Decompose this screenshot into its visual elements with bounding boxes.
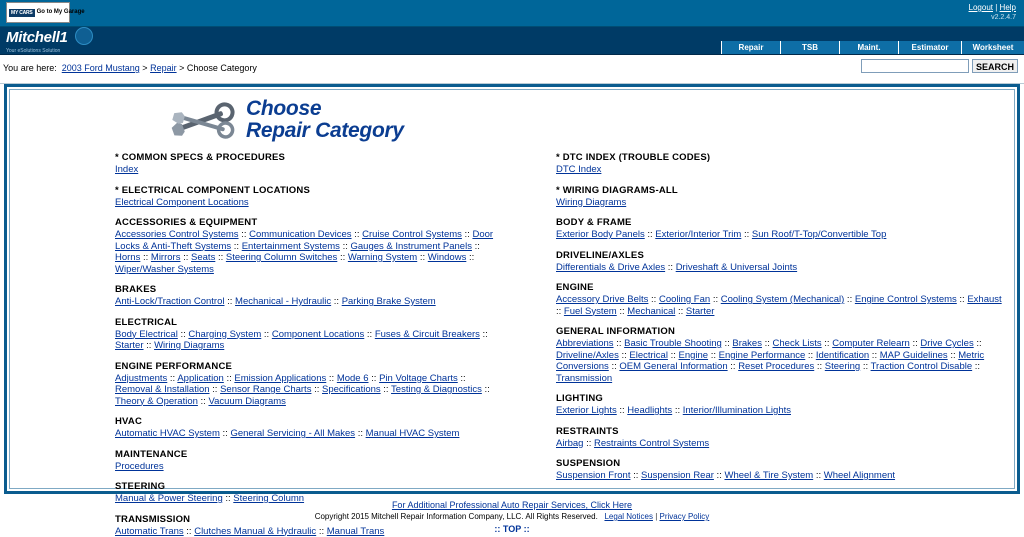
category-group-heading: STEERING <box>115 481 502 492</box>
category-link-list <box>115 329 502 352</box>
back-to-top-link[interactable]: :: TOP :: <box>4 524 1020 535</box>
link-separator: :: <box>710 294 721 305</box>
category-link[interactable]: Body Electrical <box>115 329 178 340</box>
legal-notices-link[interactable]: Legal Notices <box>604 512 652 521</box>
category-link[interactable]: Entertainment Systems <box>242 241 340 252</box>
link-separator: :: <box>583 438 594 449</box>
link-separator: :: <box>814 361 825 372</box>
category-group-heading: ELECTRICAL <box>115 317 502 328</box>
category-link[interactable]: Reset Procedures <box>738 361 814 372</box>
category-link[interactable]: Exterior/Interior Trim <box>655 229 741 240</box>
category-link[interactable]: Sensor Range Charts <box>220 384 311 395</box>
search-button[interactable]: SEARCH <box>972 59 1018 73</box>
page-title <box>170 98 404 142</box>
link-separator: :: <box>668 350 679 361</box>
category-link[interactable]: Adjustments <box>115 373 167 384</box>
link-separator: :: <box>326 373 337 384</box>
link-separator: :: <box>728 361 739 372</box>
category-link[interactable]: Wiring Diagrams <box>556 197 626 208</box>
category-link[interactable]: Exterior Lights <box>556 405 617 416</box>
link-separator: :: <box>220 428 231 439</box>
link-separator: :: <box>813 470 824 481</box>
category-link[interactable]: Mode 6 <box>337 373 369 384</box>
link-separator: :: <box>337 252 348 263</box>
category-group-heading: * WIRING DIAGRAMS-ALL <box>556 185 1004 196</box>
category-link[interactable]: OEM General Information <box>619 361 727 372</box>
link-separator: :: <box>184 526 195 537</box>
link-separator: :: <box>198 396 209 407</box>
category-link[interactable]: Electrical <box>629 350 668 361</box>
category-group-heading: BODY & FRAME <box>556 217 1004 228</box>
link-separator: :: <box>860 361 870 372</box>
category-link[interactable]: Wheel Alignment <box>824 470 895 481</box>
pro-services-link[interactable]: For Additional Professional Auto Repair Services, Click Here <box>392 500 632 510</box>
breadcrumb-repair[interactable]: Repair <box>150 63 177 73</box>
category-group <box>115 361 502 408</box>
page-title-line-2: Repair Category <box>246 120 404 142</box>
link-separator: :: <box>140 252 151 263</box>
link-separator: :: <box>355 428 366 439</box>
category-link[interactable]: Exhaust <box>967 294 1001 305</box>
category-group-heading: MAINTENANCE <box>115 449 502 460</box>
tab-repair[interactable] <box>721 41 780 54</box>
category-link[interactable]: Application <box>177 373 223 384</box>
category-link[interactable]: Brakes <box>732 338 762 349</box>
link-separator: | <box>995 3 997 12</box>
brand-logo[interactable] <box>6 29 93 54</box>
tab-tsb-label: TSB <box>802 43 818 52</box>
link-separator: :: <box>482 384 490 395</box>
link-separator: :: <box>369 373 380 384</box>
category-group <box>115 449 502 473</box>
category-link[interactable]: Driveshaft & Universal Joints <box>676 262 797 273</box>
tab-maint[interactable] <box>839 41 898 54</box>
category-link[interactable]: Automatic Trans <box>115 526 184 537</box>
link-separator: :: <box>630 470 641 481</box>
wrench-icon <box>170 98 240 142</box>
category-link[interactable]: Driveline/Axles <box>556 350 619 361</box>
link-separator: :: <box>210 384 221 395</box>
category-link[interactable]: Mechanical - Hydraulic <box>235 296 331 307</box>
link-separator: :: <box>462 229 473 240</box>
category-group-heading: ACCESSORIES & EQUIPMENT <box>115 217 502 228</box>
category-link[interactable]: MAP Guidelines <box>880 350 948 361</box>
tab-repair-label: Repair <box>739 43 764 52</box>
category-link-list <box>115 164 502 176</box>
category-link[interactable]: Engine Control Systems <box>855 294 957 305</box>
category-group <box>115 152 502 176</box>
category-link[interactable]: Specifications <box>322 384 381 395</box>
category-link[interactable]: Restraints Control Systems <box>594 438 709 449</box>
category-link[interactable]: Seats <box>191 252 215 263</box>
category-link[interactable]: Electrical Component Locations <box>115 197 249 208</box>
category-group <box>115 284 502 308</box>
category-link[interactable]: Fuses & Circuit Breakers <box>375 329 480 340</box>
category-group-heading: * COMMON SPECS & PROCEDURES <box>115 152 502 163</box>
link-separator: :: <box>239 229 250 240</box>
category-group <box>556 217 1004 241</box>
breadcrumb-sep-2: > <box>179 63 184 73</box>
link-separator: :: <box>215 252 226 263</box>
category-link-list <box>556 338 1004 384</box>
top-bar <box>0 0 1024 27</box>
category-link-list <box>115 197 502 209</box>
link-separator: :: <box>224 373 235 384</box>
link-separator: :: <box>645 229 656 240</box>
category-link[interactable]: Transmission <box>556 373 612 384</box>
category-link[interactable]: Starter <box>686 306 715 317</box>
category-group-heading: RESTRAINTS <box>556 426 1004 437</box>
category-group-heading: ENGINE <box>556 282 1004 293</box>
link-separator: :: <box>672 405 683 416</box>
category-link[interactable]: DTC Index <box>556 164 601 175</box>
category-link[interactable]: Exterior Body Panels <box>556 229 645 240</box>
link-separator: :: <box>714 470 725 481</box>
tab-tsb[interactable] <box>780 41 839 54</box>
link-separator: :: <box>458 373 466 384</box>
category-link[interactable]: Windows <box>428 252 467 263</box>
category-link-list <box>115 373 502 408</box>
content-panel <box>4 84 1020 494</box>
breadcrumb-bar <box>0 55 1024 84</box>
category-link[interactable]: Sun Roof/T-Top/Convertible Top <box>752 229 886 240</box>
category-link[interactable]: Vacuum Diagrams <box>208 396 285 407</box>
category-link[interactable]: Manual & Power Steering <box>115 493 223 504</box>
category-link[interactable]: Index <box>115 164 138 175</box>
category-link-list <box>115 296 502 308</box>
link-separator: :: <box>617 405 628 416</box>
link-separator: :: <box>340 241 351 252</box>
category-link[interactable]: Engine Performance <box>719 350 806 361</box>
category-link-list <box>556 438 1004 450</box>
category-link[interactable]: Wiper/Washer Systems <box>115 264 214 275</box>
link-separator: :: <box>822 338 833 349</box>
category-group <box>556 282 1004 317</box>
link-separator: :: <box>352 229 363 240</box>
category-group <box>556 326 1004 384</box>
breadcrumb <box>3 63 257 73</box>
category-group <box>115 217 502 275</box>
category-link[interactable]: Drive Cycles <box>920 338 973 349</box>
category-link-list <box>115 493 502 505</box>
link-separator: :: <box>844 294 855 305</box>
page-title-line-1: Choose <box>246 98 404 120</box>
link-separator: :: <box>224 296 235 307</box>
link-separator: :: <box>472 241 480 252</box>
category-link[interactable]: Airbag <box>556 438 583 449</box>
footer-sep: | <box>655 512 657 521</box>
category-link[interactable]: General Servicing - All Makes <box>230 428 355 439</box>
brand-badge-icon <box>75 27 93 45</box>
category-link-list <box>556 262 1004 274</box>
link-separator: :: <box>614 338 625 349</box>
category-column-left <box>10 152 512 488</box>
category-group-heading: BRAKES <box>115 284 502 295</box>
category-link[interactable]: Starter <box>115 340 144 351</box>
category-link[interactable]: Emission Applications <box>234 373 326 384</box>
link-separator: :: <box>178 329 189 340</box>
link-separator: :: <box>869 350 880 361</box>
link-separator: :: <box>665 262 676 273</box>
breadcrumb-current: Choose Category <box>187 63 257 73</box>
link-separator: :: <box>316 526 327 537</box>
link-separator: :: <box>223 493 234 504</box>
brand-band <box>0 27 1024 55</box>
category-group-heading: SUSPENSION <box>556 458 1004 469</box>
my-garage-button[interactable] <box>6 2 70 23</box>
category-link[interactable]: Interior/Illumination Lights <box>683 405 791 416</box>
category-link[interactable]: Cooling System (Mechanical) <box>721 294 845 305</box>
category-link-list <box>115 229 502 275</box>
category-link[interactable]: Identification <box>816 350 869 361</box>
category-link[interactable]: Headlights <box>627 405 672 416</box>
category-link-list <box>556 470 1004 482</box>
category-link[interactable]: Accessory Drive Belts <box>556 294 648 305</box>
category-link[interactable]: Steering <box>825 361 860 372</box>
category-link-list <box>556 294 1004 317</box>
category-link[interactable]: Computer Relearn <box>832 338 910 349</box>
category-link[interactable]: Theory & Operation <box>115 396 198 407</box>
category-link[interactable]: Wheel & Tire System <box>724 470 813 481</box>
help-link[interactable]: Help <box>1000 3 1016 12</box>
version-label: v2.2.4.7 <box>969 13 1016 23</box>
content-panel-inner <box>9 89 1015 489</box>
category-link[interactable]: Wiring Diagrams <box>154 340 224 351</box>
category-link[interactable]: Cooling Fan <box>659 294 710 305</box>
link-separator: :: <box>231 241 242 252</box>
my-cars-logo: MY CARS <box>9 9 35 17</box>
category-link-list <box>556 164 1004 176</box>
category-link[interactable]: Differentials & Drive Axles <box>556 262 665 273</box>
link-separator: :: <box>311 384 322 395</box>
link-separator: :: <box>910 338 921 349</box>
category-column-right <box>512 152 1014 488</box>
category-link[interactable]: Manual Trans <box>327 526 385 537</box>
tab-maint-label: Maint. <box>857 43 880 52</box>
category-group <box>115 185 502 209</box>
category-link[interactable]: Abbreviations <box>556 338 614 349</box>
category-link[interactable]: Component Locations <box>272 329 364 340</box>
category-link[interactable]: Parking Brake System <box>342 296 436 307</box>
link-separator: :: <box>741 229 752 240</box>
link-separator: :: <box>261 329 272 340</box>
tab-worksheet-label: Worksheet <box>973 43 1014 52</box>
link-separator: :: <box>617 306 628 317</box>
search-box <box>861 59 1018 73</box>
category-link[interactable]: Procedures <box>115 461 164 472</box>
logout-link[interactable]: Logout <box>969 3 993 12</box>
link-separator: :: <box>144 340 155 351</box>
category-link[interactable]: Testing & Diagnostics <box>391 384 482 395</box>
category-link[interactable]: Suspension Rear <box>641 470 714 481</box>
category-link[interactable]: Removal & Installation <box>115 384 210 395</box>
category-link[interactable]: Door Locks & Anti-Theft Systems <box>115 229 493 252</box>
category-link[interactable]: Clutches Manual & Hydraulic <box>194 526 316 537</box>
category-link[interactable]: Accessories Control Systems <box>115 229 239 240</box>
link-separator: :: <box>722 338 733 349</box>
category-columns <box>10 152 1014 488</box>
category-link[interactable]: Horns <box>115 252 140 263</box>
category-group-heading: GENERAL INFORMATION <box>556 326 1004 337</box>
link-separator: :: <box>948 350 959 361</box>
category-group <box>556 458 1004 482</box>
link-separator: :: <box>167 373 177 384</box>
category-link[interactable]: Suspension Front <box>556 470 630 481</box>
category-link[interactable]: Engine <box>679 350 709 361</box>
category-group <box>556 250 1004 274</box>
link-separator: :: <box>619 350 630 361</box>
copyright-text: Copyright 2015 Mitchell Repair Information Company, LLC. All Rights Reserved. <box>315 512 598 521</box>
link-separator: :: <box>417 252 428 263</box>
category-group-heading: * ELECTRICAL COMPONENT LOCATIONS <box>115 185 502 196</box>
privacy-policy-link[interactable]: Privacy Policy <box>660 512 710 521</box>
category-link[interactable]: Basic Trouble Shooting <box>624 338 722 349</box>
main-nav-tabs <box>721 41 1024 54</box>
link-separator: :: <box>466 252 474 263</box>
category-link[interactable]: Mechanical <box>627 306 675 317</box>
link-separator: :: <box>805 350 816 361</box>
category-link[interactable]: Metric Conversions <box>556 350 984 373</box>
link-separator: :: <box>974 338 982 349</box>
category-group-heading: DRIVELINE/AXLES <box>556 250 1004 261</box>
link-separator: :: <box>364 329 375 340</box>
category-link-list <box>556 229 1004 241</box>
top-right-links <box>969 3 1016 23</box>
link-separator: :: <box>972 361 980 372</box>
link-separator: :: <box>331 296 342 307</box>
category-group-heading: LIGHTING <box>556 393 1004 404</box>
breadcrumb-vehicle[interactable]: 2003 Ford Mustang <box>62 63 140 73</box>
category-group-heading: ENGINE PERFORMANCE <box>115 361 502 372</box>
category-link[interactable]: Fuel System <box>564 306 617 317</box>
page-body <box>0 84 1024 535</box>
category-link[interactable]: Warning System <box>348 252 417 263</box>
link-separator: :: <box>957 294 968 305</box>
link-separator: :: <box>609 361 620 372</box>
category-link-list <box>556 405 1004 417</box>
tab-estimator-label: Estimator <box>912 43 949 52</box>
category-link-list <box>115 526 502 537</box>
search-input[interactable] <box>861 59 969 73</box>
page-title-text <box>246 98 404 142</box>
category-link[interactable]: Cruise Control Systems <box>362 229 462 240</box>
category-link[interactable]: Gauges & Instrument Panels <box>351 241 472 252</box>
category-group <box>556 393 1004 417</box>
category-link[interactable]: Traction Control Disable <box>871 361 973 372</box>
category-group <box>556 185 1004 209</box>
category-group <box>556 152 1004 176</box>
link-separator: :: <box>556 306 564 317</box>
category-link[interactable]: Check Lists <box>773 338 822 349</box>
brand-tagline: Your eSolutions Solution <box>6 48 93 54</box>
link-separator: :: <box>675 306 686 317</box>
category-link[interactable]: Steering Column Switches <box>226 252 337 263</box>
breadcrumb-sep-1: > <box>142 63 147 73</box>
link-separator: :: <box>381 384 391 395</box>
category-link[interactable]: Manual HVAC System <box>366 428 460 439</box>
category-link-list <box>556 197 1004 209</box>
category-group-heading: TRANSMISSION <box>115 514 502 525</box>
category-link[interactable]: Automatic HVAC System <box>115 428 220 439</box>
category-link-list <box>115 461 502 473</box>
category-link[interactable]: Mirrors <box>151 252 181 263</box>
tab-estimator[interactable] <box>898 41 961 54</box>
category-group <box>115 481 502 505</box>
category-link[interactable]: Pin Voltage Charts <box>379 373 458 384</box>
link-separator: :: <box>480 329 488 340</box>
link-separator: :: <box>648 294 659 305</box>
category-group <box>115 514 502 537</box>
link-separator: :: <box>762 338 773 349</box>
tab-worksheet[interactable] <box>961 41 1024 54</box>
category-group-heading: HVAC <box>115 416 502 427</box>
category-link[interactable]: Communication Devices <box>249 229 351 240</box>
category-link[interactable]: Steering Column <box>233 493 304 504</box>
category-group <box>115 317 502 352</box>
category-group <box>115 416 502 440</box>
brand-name-text: Mitchell1 <box>6 29 67 46</box>
my-garage-label: Go to My Garage <box>37 9 85 16</box>
link-separator: :: <box>180 252 191 263</box>
category-link[interactable]: Anti-Lock/Traction Control <box>115 296 224 307</box>
category-group <box>556 426 1004 450</box>
link-separator: :: <box>708 350 719 361</box>
category-group-heading: * DTC INDEX (TROUBLE CODES) <box>556 152 1004 163</box>
category-link[interactable]: Charging System <box>188 329 261 340</box>
breadcrumb-prefix: You are here: <box>3 63 57 73</box>
category-link-list <box>115 428 502 440</box>
